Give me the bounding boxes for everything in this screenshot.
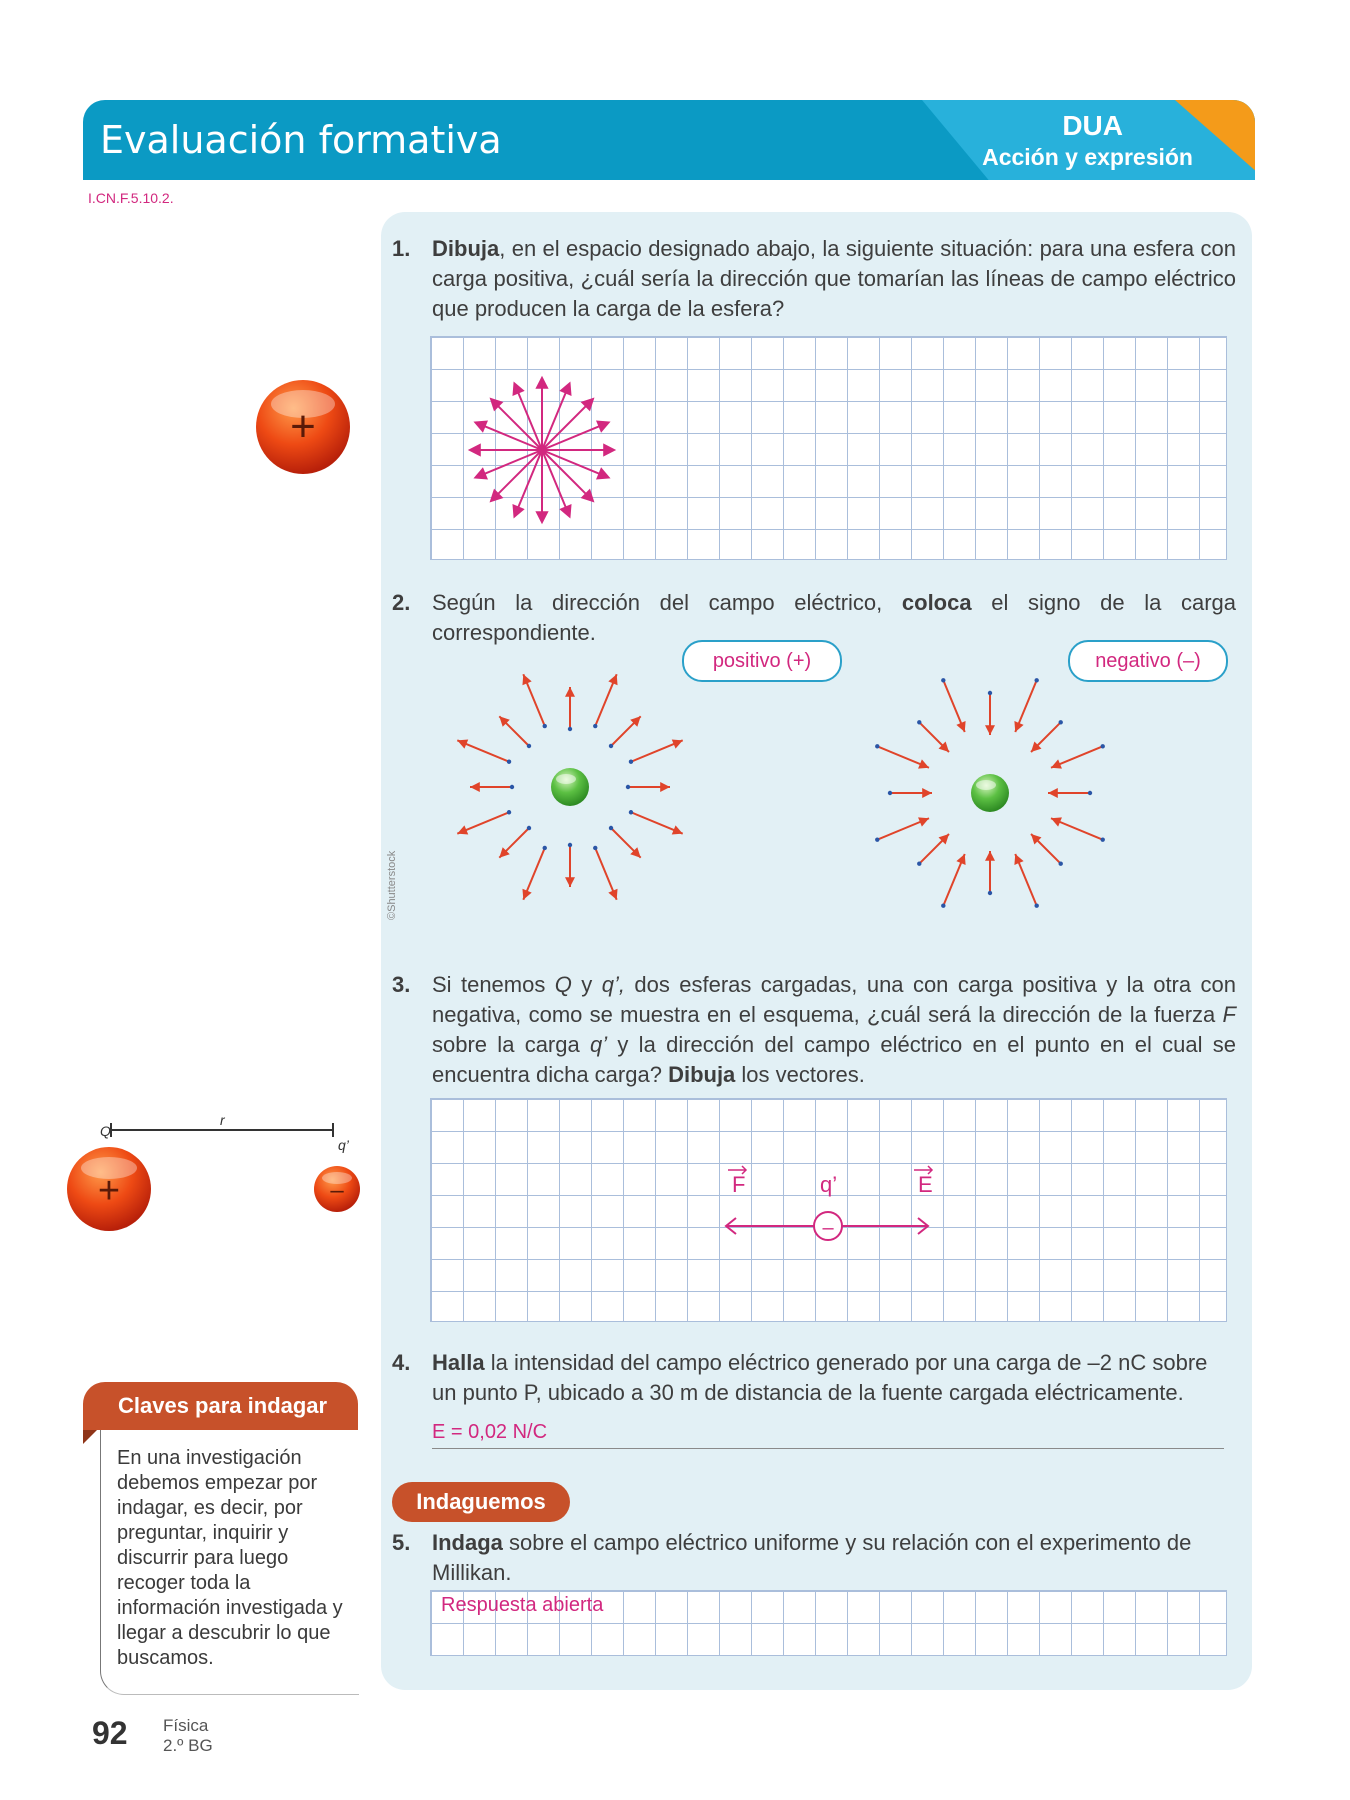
field-line-arrowhead	[475, 422, 486, 431]
q3-verb: Dibuja	[668, 1062, 736, 1087]
field-line-arrowhead	[514, 506, 523, 517]
q-center-label: q’	[820, 1172, 838, 1197]
field-line-arrowhead	[514, 383, 523, 394]
field-lines-drawing	[430, 336, 630, 558]
arrow-tail-dot	[507, 760, 511, 764]
field-arrowhead	[985, 851, 995, 861]
arrow-tail-dot	[1059, 862, 1063, 866]
q2-text-1: Según la dirección del campo eléctrico,	[432, 590, 902, 615]
arrow-tail-dot	[527, 744, 531, 748]
arrow-tail-dot	[609, 826, 613, 830]
arrow-tail-dot	[543, 724, 547, 728]
arrow-tail-dot	[568, 727, 572, 731]
footer-grade: 2.º BG	[163, 1736, 213, 1755]
dua-label: DUA	[1062, 110, 1123, 141]
q3-q: q’,	[601, 972, 625, 997]
arrow-tail-dot	[510, 785, 514, 789]
answer-5: Respuesta abierta	[441, 1594, 604, 1616]
outward-field-diagram	[420, 640, 740, 940]
field-line-arrowhead	[561, 383, 570, 394]
q3-text-6: los vectores.	[735, 1062, 865, 1087]
arrow-tail-dot	[875, 837, 879, 841]
question-1	[392, 234, 1236, 324]
arrow-tail-dot	[1101, 837, 1105, 841]
label-r: r	[220, 1112, 225, 1128]
q2-text-2: el signo de la carga correspondiente.	[432, 590, 1236, 645]
arrow-tail-dot	[626, 785, 630, 789]
arrow-tail-dot	[988, 691, 992, 695]
answer-negative-pill[interactable]: negativo (–)	[1068, 640, 1228, 682]
claves-fold	[83, 1430, 97, 1444]
q3-text-3: dos esferas cargadas, una con carga positiva y la otra con negativa, como se muestra en el esquema, ¿cuál será la dirección de la fuerza	[432, 972, 1236, 1027]
field-arrowhead	[1048, 788, 1058, 798]
question-number: 2.	[392, 590, 411, 615]
plus-sign: +	[97, 1170, 121, 1212]
positive-sphere-icon	[250, 374, 360, 484]
field-line-arrowhead	[598, 469, 609, 478]
header-banner	[83, 100, 1255, 180]
indaguemos-badge: Indaguemos	[392, 1482, 570, 1522]
credit-shutterstock: ©Shutterstock	[386, 850, 398, 920]
footer-subject-name: Física	[163, 1716, 209, 1735]
two-charges-diagram	[60, 1105, 380, 1235]
arrow-tail-dot	[1034, 904, 1038, 908]
question-number: 4.	[392, 1350, 411, 1375]
q3-text-2: y	[571, 972, 602, 997]
q3-q2: q’	[590, 1032, 608, 1057]
arrow-tail-dot	[941, 904, 945, 908]
field-line-arrowhead	[604, 445, 614, 455]
arrow-tail-dot	[1059, 720, 1063, 724]
answer-4: E = 0,02 N/C	[432, 1421, 548, 1443]
arrow-tail-dot	[988, 891, 992, 895]
field-line-arrowhead	[598, 422, 609, 431]
minus-sign: –	[330, 1177, 344, 1204]
question-3	[392, 970, 1236, 1090]
q3-Q: Q	[554, 972, 572, 997]
arrow-tail-dot	[543, 846, 547, 850]
arrow-tail-dot	[941, 678, 945, 682]
q4-verb: Halla	[432, 1350, 485, 1375]
page-number: 92	[92, 1715, 128, 1751]
arrow-tail-dot	[593, 846, 597, 850]
answer-line-4[interactable]	[432, 1416, 1224, 1449]
indicator-code: I.CN.F.5.10.2.	[88, 190, 174, 206]
arrow-tail-dot	[629, 760, 633, 764]
arrow-tail-dot	[527, 826, 531, 830]
radial-field-lines	[470, 378, 614, 522]
inward-field-diagram	[840, 640, 1160, 940]
minus-sign: –	[822, 1217, 834, 1239]
claves-body-text: En una investigación debemos empezar por indagar, es decir, por preguntar, inquirir y discurrir para luego recoger toda la información investigada y llegar a descubrir lo que buscamos.	[117, 1447, 343, 1669]
field-line-arrowhead	[470, 445, 480, 455]
field-arrowhead	[470, 782, 480, 792]
arrow-tail-dot	[888, 791, 892, 795]
arrow-tail-dot	[568, 843, 572, 847]
claves-title: Claves para indagar	[83, 1382, 358, 1430]
answer-positive-pill[interactable]: positivo (+)	[682, 640, 842, 682]
field-arrowhead	[565, 877, 575, 887]
q5-text: sobre el campo eléctrico uniforme y su relación con el experimento de Millikan.	[432, 1530, 1192, 1585]
q4-text: la intensidad del campo eléctrico generado por una carga de –2 nC sobre un punto P, ubicado a 30 m de distancia de la fuente cargada eléctricamente.	[432, 1350, 1208, 1405]
field-line-arrowhead	[475, 469, 486, 478]
question-number: 5.	[392, 1530, 411, 1555]
q1-verb: Dibuja	[432, 236, 500, 261]
field-arrowhead	[922, 788, 932, 798]
arrow-tail-dot	[917, 862, 921, 866]
E-vector-label: E	[918, 1172, 933, 1197]
q1-text: , en el espacio designado abajo, la siguiente situación: para una esfera con carga positiva, ¿cuál sería la dirección que tomarían las líneas de campo eléctrico que producen la carga de la esfera?	[432, 236, 1236, 321]
arrow-tail-dot	[1034, 678, 1038, 682]
field-line-arrowhead	[537, 378, 547, 388]
question-4	[392, 1348, 1236, 1408]
field-line-arrowhead	[537, 512, 547, 522]
q2-verb: coloca	[901, 590, 972, 615]
force-field-vectors	[700, 1150, 960, 1260]
arrow-tail-dot	[917, 720, 921, 724]
q3-text-1: Si tenemos	[432, 972, 555, 997]
dua-subtitle: Acción y expresión	[982, 144, 1193, 170]
arrow-tail-dot	[875, 744, 879, 748]
question-number: 1.	[392, 236, 411, 261]
label-Q: Q	[100, 1123, 111, 1139]
field-line-arrowhead	[561, 506, 570, 517]
plus-sign: +	[290, 402, 316, 451]
question-5	[392, 1528, 1236, 1588]
label-q-prime: q’	[338, 1137, 349, 1153]
field-arrowhead	[660, 782, 670, 792]
q3-text-4: sobre la carga	[432, 1032, 591, 1057]
question-2	[392, 588, 1236, 648]
q3-text-5: y la dirección del campo eléctrico en el punto en el cual se encuentra dicha carga?	[432, 1032, 1236, 1087]
q5-verb: Indaga	[432, 1530, 503, 1555]
field-arrowhead	[985, 725, 995, 735]
F-vector-label: F	[732, 1172, 746, 1197]
arrow-tail-dot	[593, 724, 597, 728]
arrow-tail-dot	[1101, 744, 1105, 748]
question-number: 3.	[392, 972, 411, 997]
q3-F: F	[1222, 1002, 1236, 1027]
green-charge-right	[971, 774, 1009, 812]
green-charge-left	[551, 768, 589, 806]
footer-subject	[163, 1716, 213, 1756]
arrow-tail-dot	[629, 810, 633, 814]
arrow-tail-dot	[507, 810, 511, 814]
arrow-tail-dot	[609, 744, 613, 748]
field-arrowhead	[565, 687, 575, 697]
page-title: Evaluación formativa	[100, 118, 502, 162]
arrow-tail-dot	[1088, 791, 1092, 795]
